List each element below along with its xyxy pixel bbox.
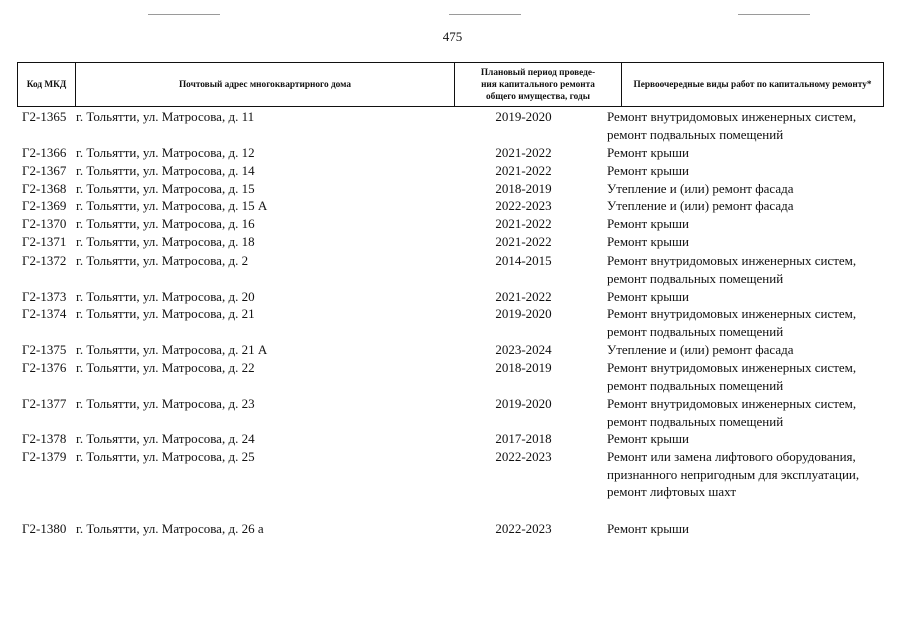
planned-period: 2022-2023 (495, 521, 552, 536)
planned-period: 2018-2019 (495, 181, 552, 196)
work-type-line: Ремонт крыши (607, 289, 689, 304)
work-type-line: Ремонт крыши (607, 145, 689, 160)
header-period-line: Плановый период проведе- (480, 67, 596, 78)
work-type-line: Ремонт крыши (607, 216, 689, 231)
work-types (607, 252, 856, 287)
postal-address: г. Тольятти, ул. Матросова, д. 24 (76, 431, 255, 446)
work-types (607, 430, 689, 448)
header-address: Почтовый адрес многоквартирного дома (75, 63, 454, 106)
work-type-line: Утепление и (или) ремонт фасада (607, 342, 794, 357)
work-type-line: Ремонт внутридомовых инженерных систем, (607, 360, 857, 375)
header-period-line: ния капитального ремонта (481, 79, 595, 90)
postal-address: г. Тольятти, ул. Матросова, д. 25 (76, 449, 255, 464)
postal-address: г. Тольятти, ул. Матросова, д. 22 (76, 360, 255, 375)
scan-mark-right (738, 14, 810, 15)
scan-mark-center (449, 14, 521, 15)
planned-period: 2019-2020 (495, 306, 552, 321)
planned-period: 2021-2022 (495, 289, 552, 304)
planned-period: 2022-2023 (495, 449, 552, 464)
work-types (607, 162, 689, 180)
postal-address: г. Тольятти, ул. Матросова, д. 14 (76, 163, 255, 178)
work-types (607, 233, 689, 251)
mkd-code: Г2-1376 (22, 360, 67, 375)
scan-mark-left (148, 14, 220, 15)
postal-address: г. Тольятти, ул. Матросова, д. 26 а (76, 521, 264, 536)
postal-address: г. Тольятти, ул. Матросова, д. 2 (76, 253, 249, 268)
postal-address: г. Тольятти, ул. Матросова, д. 15 А (76, 198, 268, 213)
planned-period: 2018-2019 (495, 360, 552, 375)
work-type-line: Ремонт внутридомовых инженерных систем, (607, 396, 857, 411)
work-type-line: Ремонт внутридомовых инженерных систем, (607, 109, 857, 124)
work-types (607, 215, 689, 233)
work-types (607, 108, 856, 143)
postal-address: г. Тольятти, ул. Матросова, д. 20 (76, 289, 255, 304)
mkd-code: Г2-1370 (22, 216, 67, 231)
work-type-line: ремонт подвальных помещений (607, 323, 784, 339)
planned-period: 2019-2020 (495, 109, 552, 124)
postal-address: г. Тольятти, ул. Матросова, д. 16 (76, 216, 255, 231)
work-types (607, 341, 793, 359)
header-works: Первоочередные виды работ по капитальному ремонту* (621, 63, 883, 106)
planned-period: 2021-2022 (495, 163, 552, 178)
mkd-code: Г2-1379 (22, 449, 67, 464)
work-type-line: Ремонт крыши (607, 234, 689, 249)
header-period (454, 63, 621, 106)
page-number: 475 (442, 29, 463, 44)
planned-period: 2021-2022 (495, 216, 552, 231)
mkd-code: Г2-1369 (22, 198, 67, 213)
work-types (607, 359, 856, 394)
header-period-line: общего имущества, годы (485, 91, 590, 102)
work-type-line: Утепление и (или) ремонт фасада (607, 181, 794, 196)
mkd-code: Г2-1375 (22, 342, 67, 357)
work-types (607, 144, 689, 162)
work-types (607, 395, 856, 430)
mkd-code: Г2-1365 (22, 109, 67, 124)
mkd-code: Г2-1377 (22, 396, 67, 411)
work-type-line: признанного непригодным для эксплуатации, (607, 466, 860, 482)
mkd-code: Г2-1372 (22, 253, 67, 268)
planned-period: 2021-2022 (495, 234, 552, 249)
planned-period: 2019-2020 (495, 396, 552, 411)
work-type-line: ремонт подвальных помещений (607, 126, 784, 142)
table-header (17, 62, 884, 107)
planned-period: 2022-2023 (495, 198, 552, 213)
work-type-line: Ремонт или замена лифтового оборудования, (607, 449, 856, 464)
work-type-line: Ремонт внутридомовых инженерных систем, (607, 253, 857, 268)
work-type-line: Утепление и (или) ремонт фасада (607, 198, 794, 213)
work-type-line: Ремонт крыши (607, 163, 689, 178)
work-types (607, 448, 859, 501)
mkd-code: Г2-1378 (22, 431, 67, 446)
planned-period: 2014-2015 (495, 253, 552, 268)
postal-address: г. Тольятти, ул. Матросова, д. 21 (76, 306, 255, 321)
planned-period: 2021-2022 (495, 145, 552, 160)
work-type-line: ремонт подвальных помещений (607, 413, 784, 429)
planned-period: 2017-2018 (495, 431, 552, 446)
mkd-code: Г2-1380 (22, 521, 67, 536)
planned-period: 2023-2024 (495, 342, 552, 357)
mkd-code: Г2-1366 (22, 145, 67, 160)
mkd-code: Г2-1367 (22, 163, 67, 178)
work-type-line: Ремонт крыши (607, 521, 689, 536)
work-types (607, 305, 856, 340)
header-code: Код МКД (26, 79, 67, 90)
work-types (607, 197, 793, 215)
work-types (607, 520, 689, 538)
work-type-line: ремонт подвальных помещений (607, 270, 784, 286)
work-type-line: ремонт лифтовых шахт (607, 484, 737, 499)
work-types (607, 180, 793, 198)
work-type-line: Ремонт крыши (607, 431, 689, 446)
postal-address: г. Тольятти, ул. Матросова, д. 23 (76, 396, 255, 411)
postal-address: г. Тольятти, ул. Матросова, д. 18 (76, 234, 255, 249)
mkd-code: Г2-1373 (22, 289, 67, 304)
work-type-line: Ремонт внутридомовых инженерных систем, (607, 306, 857, 321)
mkd-code: Г2-1371 (22, 234, 67, 249)
postal-address: г. Тольятти, ул. Матросова, д. 12 (76, 145, 255, 160)
mkd-code: Г2-1368 (22, 181, 67, 196)
postal-address: г. Тольятти, ул. Матросова, д. 11 (76, 109, 255, 124)
work-types (607, 288, 689, 306)
postal-address: г. Тольятти, ул. Матросова, д. 15 (76, 181, 255, 196)
work-type-line: ремонт подвальных помещений (607, 377, 784, 393)
mkd-code: Г2-1374 (22, 306, 67, 321)
postal-address: г. Тольятти, ул. Матросова, д. 21 А (76, 342, 268, 357)
